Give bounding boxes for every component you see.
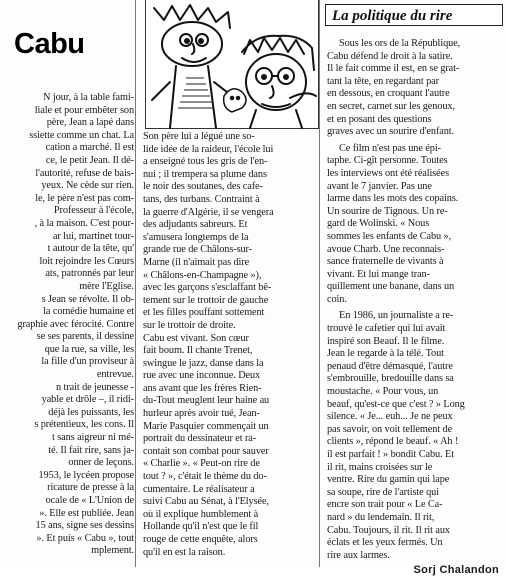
cartoon-illustration — [146, 0, 318, 128]
paragraph: En 1986, un journaliste a re- trouvé le cafetier qui lui avait inspiré son Beauf. Il le filme. Jean le regarde à la télé. Tout penaud d'être démasqué, l'autre s'embrouille, bredouille dans sa moustache. « Pour vous, un beauf, qu'est-ce que c'est ? » Long silence. « Je... euh... Je ne peux pas savoir, on voit tellement de clients », répond le beauf. « Ah ! il est parfait ! » bondit Cabu. Et il rit, mains croisées sur le ventre. Rire du gamin qui lape sa soupe, rire de l'artiste qui encre son trait pour « Le Ca- nard » du lendemain. Il rit, Cabu. Toujours, il rit. Il rit aux éclats et les yeux fermés. Un rire aux larmes. — [327, 310, 465, 561]
paragraph: Ce film n'est pas une épi- taphe. Ci-gît personne. Toutes les interviews ont été réalisées avant le 7 janvier. Pas une larme dans les mots des copains. Un sourire de Tignous. Un re- gard de Wolinski. « Nous sommes les enfants de Cabu », avoue Charb. Une reconnais- sance fraternelle de vivants à vivant. Et lui mange tran- quillement une banane, dans un coin. — [327, 142, 459, 305]
article-heading: La politique du rire — [325, 4, 503, 26]
section-tag: Cabu — [14, 28, 85, 60]
left-column-body — [0, 92, 134, 558]
left-column-text: N jour, à la table fami- liale et pour embêter son père, Jean a lapé dans ssiette comme un chat. La cation a marché. Il est ce, le petit Jean. Il dé- l'autorité, refuse de bais- yeux. Ne cède sur rien. le, le père n'est pas com- Professeur à l'école, , à la maison. C'est pour- ar lui, martinet tour- t autour de la tête, qu' loit rejoindre les Cœurs ats, patronnés par leur mère l'Eglise. s Jean se révolte. Il ob- la comédie humaine et graphie avec férocité. Contre se ses parents, il dessine que la rue, sa ville, les la fille d'un proviseur à entrevue. n trait de jeunesse - yable et drôle –, il ridi- déjà les puissants, les s prétentieux, les cons. Il t sans aigreur ni mé- té. Il fait rire, sans ja- onner de leçons. 1953, le lycéen propose ricature de presse à la ocale de « L'Union de ». Elle est publiée. Jean 15 ans, signe ses dessins ». Et puis « Cabu », tout mplement. — [17, 92, 134, 557]
cabu-drawing — [145, 0, 319, 129]
column-middle — [137, 0, 317, 567]
middle-column-text: Son père lui a légué une so- lide idée de la raideur, l'école lui a enseigné tous les gris de l'en- nui ; il trempera sa plume dans le noir des soutanes, des cafe- tans, des turbans. Contraint à la guerre d'Algérie, il se vengera des adjudants sabreurs. Et s'amusera longtemps de la grande rue de Châlons-sur- Marne (il n'aimait pas dire « Châlons-en-Champagne »), avec les garçons s'esclaffant bê- tement sur le trottoir de gauche et les filles pouffant sottement sur le trottoir de droite. Cabu est vivant. Son cœur fait boum. Il chante Trenet, swingue le jazz, danse dans la rue avec une inconnue. Deux ans avant que les frères Rien- du-Tout meuglent leur haine au hurleur après avoir tué, Jean- Marie Pasquier commençait un portrait du dessinateur et ra- contait son combat pour sauver « Charlie ». « Peut-on rire de tout ? », c'était le thème du do- cumentaire. Le réalisateur a suivi Cabu au Sénat, à l'Elysée, où il explique humblement à Hollande qu'il n'est que le fil rouge de cette enquête, alors qu'il en est la raison. — [143, 131, 274, 558]
column-divider — [135, 0, 136, 567]
paragraph: Sous les ors de la République, Cabu défend le droit à la satire. Il le fait comme il est, en se grat- tant la tête, en regardant par en dessous, en croquant l'autre en secret, carnet sur les genoux, et en posant des questions graves avec un sourire d'enfant. — [327, 38, 461, 138]
author-signature: Sorj Chalandon — [413, 564, 499, 576]
middle-column-body — [143, 131, 313, 559]
column-left — [0, 0, 134, 567]
column-right — [321, 0, 506, 576]
right-column-body — [327, 38, 503, 576]
column-divider — [319, 0, 320, 567]
